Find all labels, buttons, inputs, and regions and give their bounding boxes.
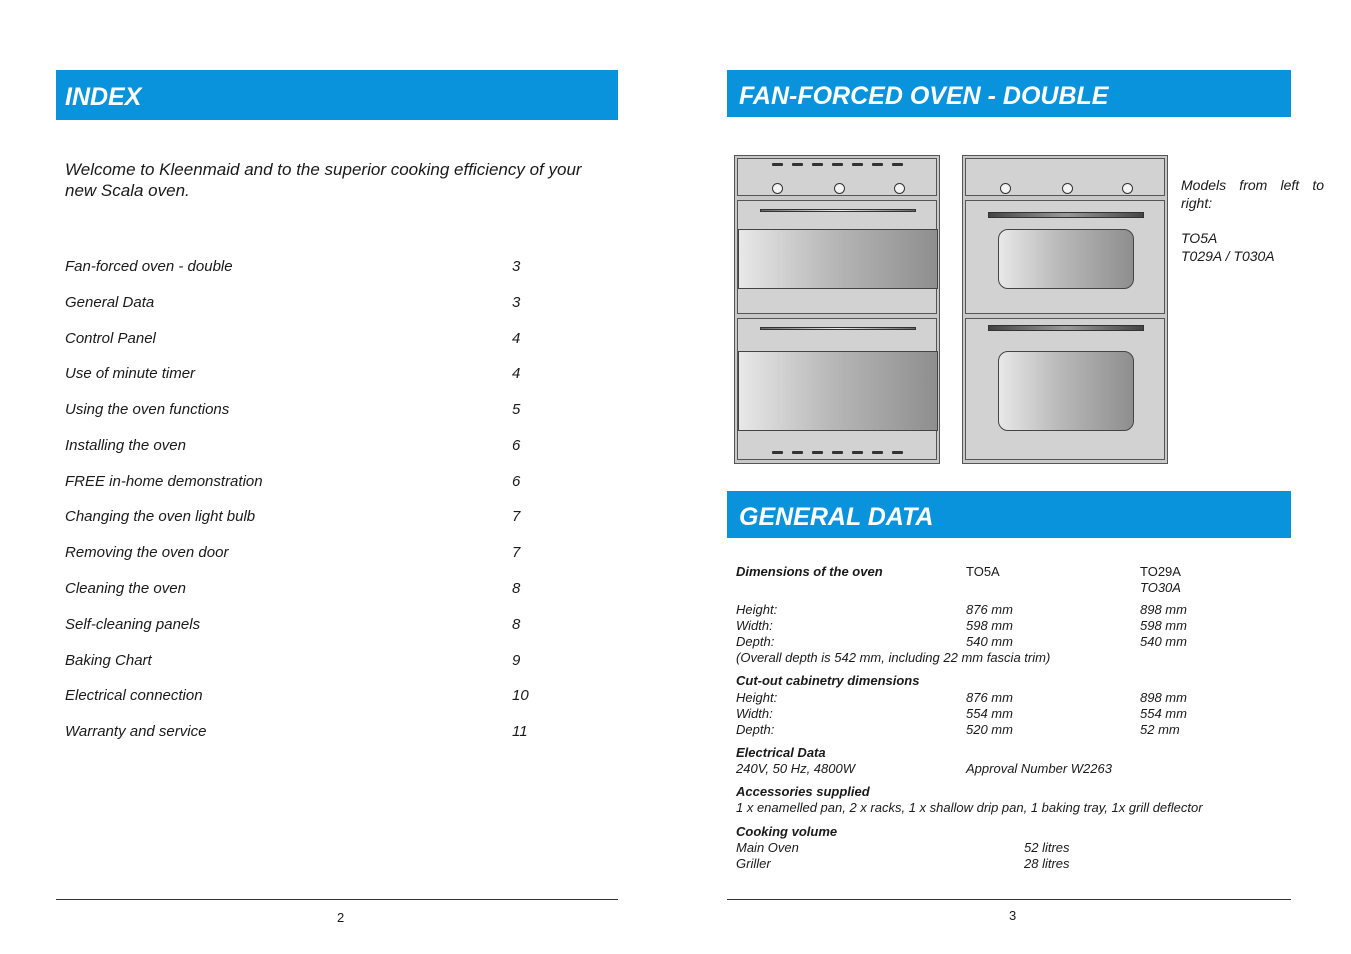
vent-slot [852, 163, 863, 166]
model-a-label: TO5A [1181, 230, 1218, 246]
index-item-title[interactable]: Baking Chart [65, 652, 152, 669]
electrical-label: Electrical Data [736, 745, 826, 760]
index-item-page: 7 [512, 508, 521, 525]
index-heading: INDEX [65, 83, 142, 111]
volume-row-value: 28 litres [1024, 856, 1070, 871]
index-item-page: 4 [512, 330, 521, 347]
footer-rule-right [727, 899, 1291, 900]
upper-door [737, 200, 937, 314]
index-item-page: 8 [512, 580, 521, 597]
lower-door [737, 318, 937, 460]
index-item-page: 6 [512, 437, 521, 454]
page-number-left: 2 [337, 910, 345, 925]
index-item-page: 10 [512, 687, 529, 704]
cutout-row-b: 898 mm [1140, 690, 1187, 705]
dimensions-col-b1: TO29A [1140, 564, 1181, 579]
dimensions-col-b2: TO30A [1140, 580, 1181, 595]
vent-slot [812, 451, 823, 454]
control-panel [737, 158, 937, 196]
vent-slot [872, 163, 883, 166]
index-item-page: 3 [512, 294, 521, 311]
door-handle [988, 325, 1144, 331]
cutout-row-a: 876 mm [966, 690, 1013, 705]
door-window [738, 351, 938, 431]
volume-label: Cooking volume [736, 824, 838, 839]
accessories-text: 1 x enamelled pan, 2 x racks, 1 x shallow drip pan, 1 baking tray, 1x grill deflector [736, 800, 1203, 815]
index-item-title[interactable]: Self-cleaning panels [65, 616, 201, 633]
index-item-title[interactable]: Installing the oven [65, 437, 186, 454]
models-caption: Models from left to right: [1181, 177, 1324, 211]
index-item-title[interactable]: Removing the oven door [65, 544, 229, 561]
dimension-row-a: 540 mm [966, 634, 1013, 649]
index-item-title[interactable]: Electrical connection [65, 687, 203, 704]
dimension-row-b: 598 mm [1140, 618, 1187, 633]
dimension-row-label: Depth: [736, 634, 775, 649]
general-data-heading: GENERAL DATA [739, 503, 934, 531]
vent-slot [772, 451, 783, 454]
vent-slot [792, 163, 803, 166]
dimensions-note: (Overall depth is 542 mm, including 22 mm fascia trim) [736, 650, 1051, 665]
vent-slot [832, 163, 843, 166]
index-item-page: 5 [512, 401, 521, 418]
model-b-label: T029A / T030A [1181, 248, 1275, 264]
index-heading-banner [56, 70, 618, 120]
cutout-row-label: Width: [736, 706, 773, 721]
vent-slot [772, 163, 783, 166]
index-item-page: 11 [512, 723, 528, 740]
index-item-page: 8 [512, 616, 521, 633]
door-window [998, 351, 1134, 431]
vent-slot [832, 451, 843, 454]
cutout-row-b: 554 mm [1140, 706, 1187, 721]
vent-slot [852, 451, 863, 454]
door-window [998, 229, 1134, 289]
index-item-title[interactable]: General Data [65, 294, 155, 311]
control-knob [1062, 183, 1073, 194]
index-item-title[interactable]: Fan-forced oven - double [65, 258, 233, 275]
index-item-title[interactable]: Changing the oven light bulb [65, 508, 256, 525]
cutout-row-label: Height: [736, 690, 778, 705]
volume-row-label: Griller [736, 856, 771, 871]
index-item-page: 4 [512, 365, 521, 382]
page-number-right: 3 [1009, 908, 1017, 923]
index-item-page: 3 [512, 258, 521, 275]
dimension-row-a: 876 mm [966, 602, 1013, 617]
volume-row-value: 52 litres [1024, 840, 1070, 855]
vent-slot [872, 451, 883, 454]
dimension-row-b: 898 mm [1140, 602, 1187, 617]
dimensions-col-a: TO5A [966, 564, 1000, 579]
oven-illustration-to5a [734, 155, 940, 464]
oven-heading: FAN-FORCED OVEN - DOUBLE [739, 82, 1109, 110]
cutout-row-label: Depth: [736, 722, 775, 737]
index-item-title[interactable]: Using the oven functions [65, 401, 230, 418]
door-handle [760, 327, 916, 330]
index-item-title[interactable]: Control Panel [65, 330, 156, 347]
upper-door [965, 200, 1165, 314]
control-knob [894, 183, 905, 194]
door-handle [988, 212, 1144, 218]
dimension-row-b: 540 mm [1140, 634, 1187, 649]
electrical-spec: 240V, 50 Hz, 4800W [736, 761, 855, 776]
cutout-row-a: 554 mm [966, 706, 1013, 721]
cutout-row-a: 520 mm [966, 722, 1013, 737]
accessories-label: Accessories supplied [736, 784, 870, 799]
control-knob [834, 183, 845, 194]
index-item-page: 9 [512, 652, 521, 669]
control-panel [965, 158, 1165, 196]
dimension-row-label: Height: [736, 602, 778, 617]
vent-slot [892, 163, 903, 166]
control-knob [1122, 183, 1133, 194]
oven-illustration-t029a-t030a [962, 155, 1168, 464]
dimension-row-label: Width: [736, 618, 773, 633]
index-item-title[interactable]: FREE in-home demonstration [65, 473, 263, 490]
volume-row-label: Main Oven [736, 840, 799, 855]
cutout-row-b: 52 mm [1140, 722, 1180, 737]
footer-rule-left [56, 899, 618, 900]
door-window [738, 229, 938, 289]
index-item-page: 7 [512, 544, 521, 561]
electrical-approval: Approval Number W2263 [966, 761, 1112, 776]
general-data-heading-banner [727, 491, 1291, 538]
lower-door [965, 318, 1165, 460]
index-item-page: 6 [512, 473, 521, 490]
index-item-title[interactable]: Warranty and service [65, 723, 207, 740]
control-knob [1000, 183, 1011, 194]
control-knob [772, 183, 783, 194]
vent-slot [892, 451, 903, 454]
intro-text: Welcome to Kleenmaid and to the superior cooking efficiency of your new Scala oven. [65, 160, 582, 200]
dimension-row-a: 598 mm [966, 618, 1013, 633]
door-handle [760, 209, 916, 212]
dimensions-label: Dimensions of the oven [736, 564, 883, 579]
index-item-title[interactable]: Use of minute timer [65, 365, 196, 382]
vent-slot [812, 163, 823, 166]
index-item-title[interactable]: Cleaning the oven [65, 580, 186, 597]
vent-slot [792, 451, 803, 454]
cutout-label: Cut-out cabinetry dimensions [736, 673, 920, 688]
oven-heading-banner [727, 70, 1291, 117]
